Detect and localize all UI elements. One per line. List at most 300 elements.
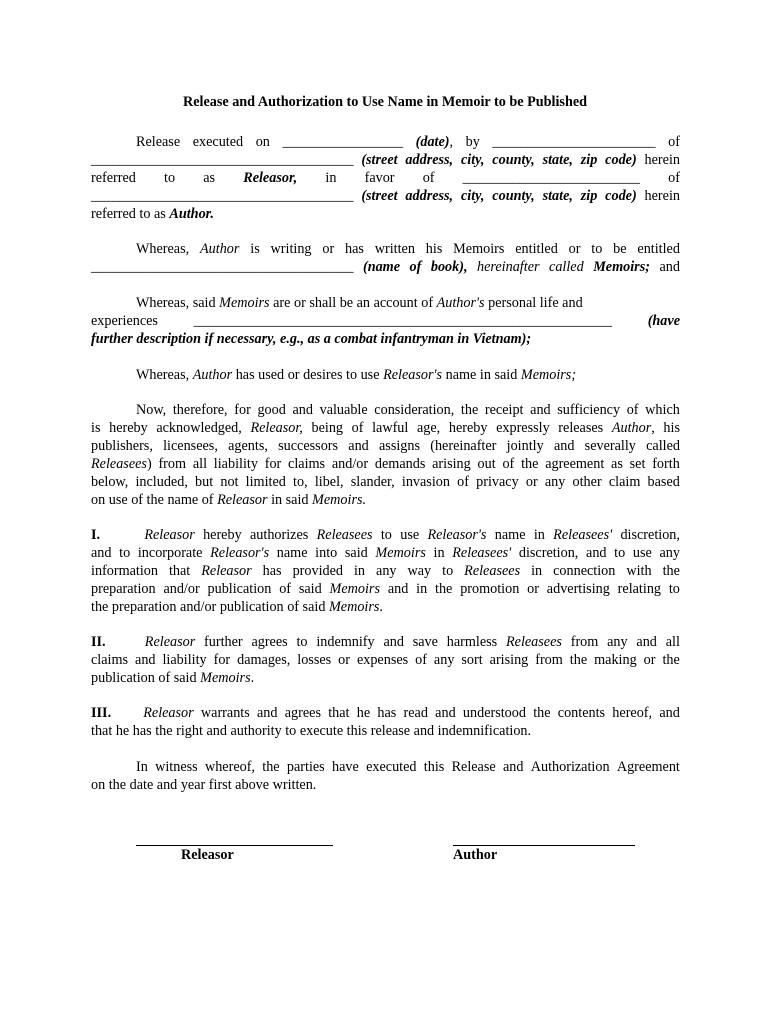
word: address, [405, 188, 454, 204]
word: the [662, 563, 680, 579]
word: the [533, 705, 551, 721]
document-line [91, 187, 680, 205]
word: of [409, 259, 422, 275]
text-run: on use of the name of [91, 492, 218, 508]
section-number: III. [91, 705, 112, 721]
word: is [91, 420, 101, 436]
document-line [91, 562, 680, 580]
document-line [136, 758, 680, 776]
word: arising [489, 652, 529, 668]
word: any [376, 563, 397, 579]
document-line [91, 776, 316, 794]
word: consideration, [374, 402, 455, 418]
word: based [647, 474, 680, 490]
word: sort [461, 652, 483, 668]
word: has [345, 241, 364, 257]
releasor-signature-line[interactable] [136, 845, 333, 846]
word: and [553, 438, 575, 454]
word: assigns [379, 438, 420, 454]
document-line [91, 205, 214, 223]
word: to [164, 170, 176, 186]
word: on [255, 134, 270, 150]
word: good [257, 402, 286, 418]
text-run: has used or desires to use [232, 367, 384, 383]
word: of [502, 456, 515, 472]
word [91, 455, 152, 473]
word: Releasor [201, 563, 252, 579]
word: Releasees [505, 634, 562, 650]
word: or [568, 241, 581, 257]
word: all [665, 634, 680, 650]
word: indemnify [316, 634, 375, 650]
word: Releasees [316, 527, 373, 543]
word: zip [580, 188, 598, 204]
text-run: further description if necessary, e.g., as a combat infantryman in Vietnam); [91, 331, 532, 347]
word: included, [135, 474, 188, 490]
word: and [348, 438, 369, 454]
word: entitled [637, 241, 680, 257]
word: _____________________________________ [91, 188, 354, 204]
document-line [91, 526, 680, 544]
word: this [423, 759, 445, 775]
word: writing [270, 241, 312, 257]
word: and [91, 545, 112, 561]
word: In [136, 759, 148, 775]
word: by [465, 134, 480, 150]
word: that [328, 705, 350, 721]
document-line [136, 240, 680, 258]
word: the [521, 456, 539, 472]
word: slander, [350, 474, 395, 490]
word: forth [652, 456, 680, 472]
word: ___________________________________________________________ [193, 313, 613, 329]
word: the [460, 402, 479, 418]
word: _________________________ [462, 170, 641, 186]
word: any [659, 545, 680, 561]
word: code) [605, 152, 637, 168]
word: hereby [448, 420, 488, 436]
word: name [276, 545, 308, 561]
word: and [383, 634, 404, 650]
word: Memoirs [375, 545, 426, 561]
word: , [449, 134, 454, 150]
word: agreement [545, 456, 605, 472]
text-run: Author [192, 367, 233, 383]
document-line [91, 722, 531, 740]
word: Releasees [464, 563, 521, 579]
text-run: Memoirs [200, 670, 251, 686]
word: which [645, 402, 680, 418]
word: he [356, 705, 371, 721]
word: (hereinafter [430, 438, 497, 454]
word: have [332, 759, 359, 775]
word: his [663, 420, 680, 436]
word: in [325, 170, 337, 186]
word: for [213, 652, 231, 668]
word: releases [558, 420, 604, 436]
word: privacy [476, 474, 519, 490]
document-title: Release and Authorization to Use Name in Memoir to be Published [182, 94, 588, 110]
word: Release [136, 134, 181, 150]
word: executed [366, 759, 417, 775]
author-label: Author [453, 847, 498, 863]
word: of [457, 474, 469, 490]
word: hereof, [612, 705, 653, 721]
word: zip [580, 152, 598, 168]
word: being [311, 420, 344, 436]
text-run: Memoirs. [312, 492, 367, 508]
word: the [435, 581, 453, 597]
document-line [91, 330, 531, 348]
word: (name [362, 259, 401, 275]
document-line [91, 633, 680, 651]
word: lawful [372, 420, 409, 436]
word: , [651, 420, 655, 436]
document-line [91, 151, 680, 169]
word: from [570, 634, 599, 650]
word: acknowledged, [156, 420, 242, 436]
word: damages, [237, 652, 291, 668]
word: below, [91, 474, 129, 490]
document-line [136, 366, 576, 384]
word: and [257, 705, 278, 721]
word: (have [647, 313, 680, 329]
word: from [158, 456, 187, 472]
word: hereby [203, 527, 242, 543]
word: Memoirs [329, 581, 380, 597]
word: publishers, [91, 438, 153, 454]
word: Releasor [144, 634, 196, 650]
word: or [338, 652, 350, 668]
word: age, [416, 420, 441, 436]
document-line [91, 169, 680, 187]
text-run: on the date and year first above written. [91, 777, 317, 793]
word: in [531, 563, 543, 579]
text-run: publication of said [91, 670, 201, 686]
word: is [250, 241, 260, 257]
word: his [425, 241, 443, 257]
document-line [91, 419, 680, 437]
word: that [168, 563, 191, 579]
document-line [91, 704, 680, 722]
word: called [549, 259, 584, 275]
text-run: . [250, 670, 255, 686]
word: county, [492, 152, 535, 168]
word: the [662, 652, 680, 668]
word: city, [460, 152, 485, 168]
word: any [544, 474, 566, 490]
word: liability [162, 652, 207, 668]
word: to [380, 527, 392, 543]
word: _________________ [282, 134, 404, 150]
word: in [416, 581, 428, 597]
word: connection [553, 563, 616, 579]
word: favor [364, 170, 395, 186]
word: for [264, 456, 282, 472]
document-line [91, 473, 680, 491]
word: to [119, 545, 131, 561]
word: any [433, 652, 455, 668]
word: hereinafter [477, 259, 540, 275]
word: other [572, 474, 602, 490]
word: sufficiency [557, 402, 621, 418]
text-run: the preparation and/or publication of said [91, 599, 329, 615]
text-run: Author. [169, 206, 214, 222]
word: and [435, 705, 456, 721]
word: harmless [446, 634, 498, 650]
word: in [353, 563, 366, 579]
word [612, 419, 655, 437]
word: demands [374, 456, 426, 472]
word: in [433, 545, 445, 561]
word: address, [405, 152, 454, 168]
word: and [636, 634, 657, 650]
word: information [91, 563, 158, 579]
document-line [136, 294, 583, 312]
word: and/or [163, 581, 200, 597]
word: of [415, 652, 427, 668]
word: and [530, 402, 551, 418]
word: claims [288, 456, 326, 472]
word: ) [146, 456, 152, 472]
word: provided [292, 563, 343, 579]
text-run: . [379, 599, 383, 615]
word: Releasor [144, 527, 195, 543]
word: losses [297, 652, 332, 668]
word: agrees [251, 634, 288, 650]
word: witness [155, 759, 198, 775]
word: licensees, [163, 438, 218, 454]
word: called [646, 438, 680, 454]
word: read [403, 705, 428, 721]
word: said [298, 581, 322, 597]
document-line [91, 455, 680, 473]
word: publication [207, 581, 272, 597]
word: for [234, 402, 251, 418]
word: of [626, 402, 639, 418]
word: receipt [484, 402, 524, 418]
word: Release [451, 759, 496, 775]
text-run: name in said [442, 367, 521, 383]
word: of [422, 170, 435, 186]
word: Releasor, [250, 420, 303, 436]
word: Author [611, 420, 652, 436]
word: arising [432, 456, 471, 472]
word: expenses [356, 652, 409, 668]
word: Releasor's [427, 527, 487, 543]
document-line [91, 580, 680, 598]
word: has [377, 705, 397, 721]
word: and [586, 545, 607, 561]
word: (street [361, 188, 398, 204]
word: advertising [546, 581, 610, 597]
word: Authorization [530, 759, 610, 775]
word: in [533, 527, 545, 543]
word: executed [192, 134, 244, 150]
word: of [668, 134, 680, 150]
word: limited [245, 474, 286, 490]
word: warrants [200, 705, 250, 721]
word: code) [605, 188, 637, 204]
word: successors [278, 438, 339, 454]
word: valuable [319, 402, 368, 418]
word: libel, [314, 474, 344, 490]
word: Releasor, [243, 170, 298, 186]
word: to [442, 563, 454, 579]
word: incorporate [137, 545, 203, 561]
word: use [400, 527, 420, 543]
word: and [659, 259, 680, 275]
text-run: Releasor's [383, 367, 443, 383]
word: of [351, 420, 364, 436]
word: the [569, 652, 588, 668]
word: hereby [109, 420, 148, 436]
word: severally [584, 438, 636, 454]
document-line [91, 651, 680, 669]
document-line [91, 544, 680, 562]
word: to [668, 581, 680, 597]
section-number: II. [91, 634, 106, 650]
word: be [613, 241, 627, 257]
word: and [659, 705, 680, 721]
word: Agreement [616, 759, 680, 775]
word: discretion, [620, 527, 680, 543]
word: experiences [91, 313, 158, 329]
word: as [203, 170, 216, 186]
word: promotion [460, 581, 520, 597]
word: of [279, 581, 292, 597]
word: to [296, 634, 308, 650]
text-run: Author's [436, 295, 485, 311]
word: Author [200, 241, 240, 257]
author-signature-line[interactable] [453, 845, 635, 846]
document-line [91, 258, 680, 276]
word: herein [644, 152, 680, 168]
word: not [220, 474, 239, 490]
word: jointly [506, 438, 544, 454]
word: and [387, 581, 409, 597]
word: claim [608, 474, 641, 490]
word: use [632, 545, 652, 561]
word: entitled [515, 241, 558, 257]
word: to [614, 545, 626, 561]
word: name [494, 527, 526, 543]
document-line [91, 312, 680, 330]
word: herein [644, 188, 680, 204]
word: to, [293, 474, 308, 490]
word: written [374, 241, 415, 257]
word: Memoirs; [593, 259, 650, 275]
text-run: Whereas, said [136, 295, 220, 311]
word: has [262, 563, 282, 579]
document-line [136, 401, 680, 419]
word: or [525, 474, 538, 490]
word: understood [462, 705, 526, 721]
document-line [91, 491, 366, 509]
document-line [91, 598, 383, 616]
word: into [315, 545, 338, 561]
word: of [668, 170, 680, 186]
text-run: personal life and [484, 295, 583, 311]
word: claims [91, 652, 129, 668]
word: _______________________ [492, 134, 656, 150]
text-run: Releasor [217, 492, 268, 508]
text-run: Whereas, [136, 367, 193, 383]
text-run: in said [267, 492, 313, 508]
word: with [626, 563, 652, 579]
word: Releasees [91, 456, 147, 472]
word: Releasor [143, 705, 194, 721]
word: (street [361, 152, 398, 168]
text-run: referred to as [91, 206, 170, 222]
word: and [135, 652, 156, 668]
word: _____________________________________ [91, 259, 354, 275]
word: or [322, 241, 335, 257]
word: expressly [496, 420, 550, 436]
word: therefore, [172, 402, 228, 418]
word: whereof, [204, 759, 255, 775]
document-line [91, 669, 254, 687]
word: liability [213, 456, 258, 472]
word: agrees [284, 705, 321, 721]
word: save [412, 634, 438, 650]
word: Memoirs [453, 241, 505, 257]
text-run: Memoirs [219, 295, 270, 311]
word: further [204, 634, 243, 650]
text-run: Memoirs [328, 599, 380, 615]
word: city, [460, 188, 485, 204]
word: parties [286, 759, 325, 775]
word: contents [557, 705, 606, 721]
word: and [292, 402, 313, 418]
word: or [527, 581, 539, 597]
document-line [136, 133, 680, 151]
section-number: I. [91, 527, 101, 543]
word: way [407, 563, 432, 579]
word: said [344, 545, 368, 561]
word: Releasees' [452, 545, 512, 561]
word: out [477, 456, 496, 472]
word: Now, [136, 402, 167, 418]
text-run: Memoirs; [520, 367, 577, 383]
word: authorizes [249, 527, 309, 543]
text-run: are or shall be an account of [269, 295, 437, 311]
word: making [594, 652, 637, 668]
word: book), [430, 259, 468, 275]
word: all [192, 456, 208, 472]
word: county, [492, 188, 535, 204]
word: and [502, 759, 524, 775]
document-line [91, 437, 680, 455]
word: referred [91, 170, 136, 186]
word: set [629, 456, 646, 472]
word: to [591, 241, 603, 257]
word: preparation [91, 581, 156, 597]
word: _____________________________________ [91, 152, 354, 168]
word: state, [542, 152, 573, 168]
word: state, [542, 188, 573, 204]
text-run: that he has the right and authority to execute this release and indemnification. [91, 723, 532, 739]
word: Releasor's [210, 545, 270, 561]
word: relating [617, 581, 662, 597]
word: (date) [415, 134, 450, 150]
word [416, 133, 453, 151]
word: agents, [228, 438, 268, 454]
word: Releasees' [553, 527, 613, 543]
word: discretion, [518, 545, 579, 561]
word: Whereas, [136, 241, 190, 257]
releasor-label: Releasor [181, 847, 234, 863]
